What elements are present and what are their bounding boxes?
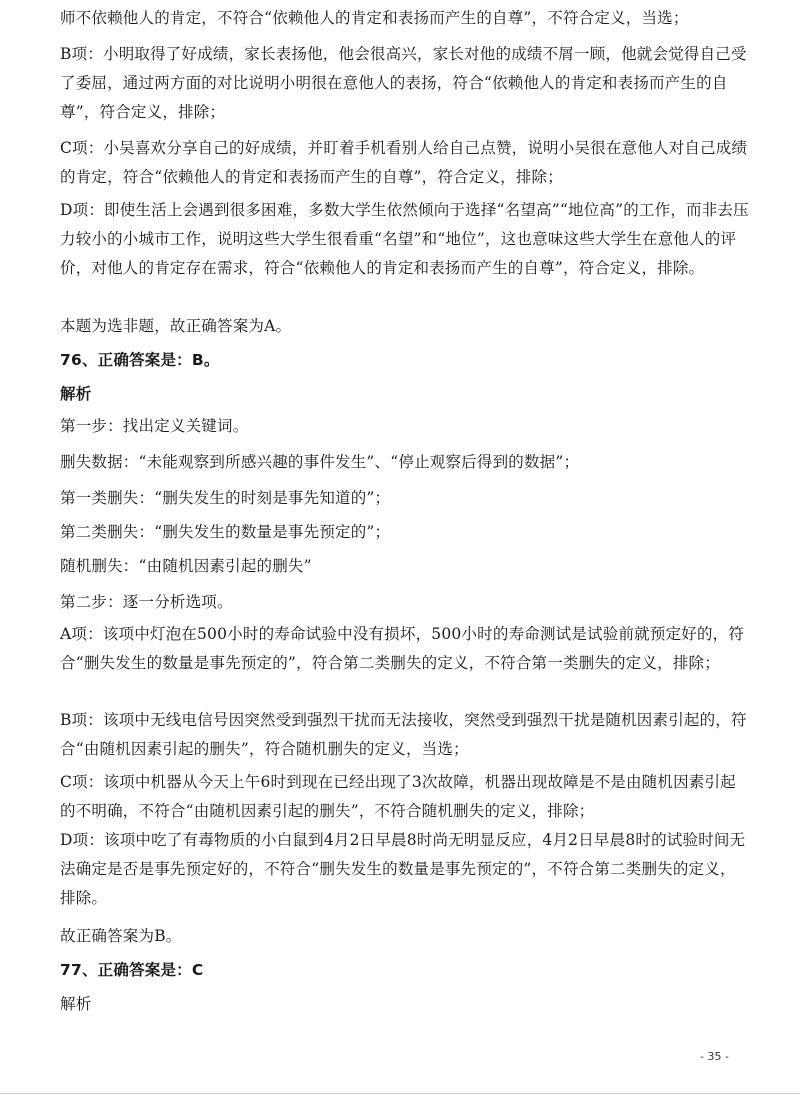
analysis-heading-76: 解析 bbox=[60, 385, 92, 403]
page-bottom-divider bbox=[0, 1093, 800, 1094]
paragraph-answer-summary: 本题为选非题，故正确答案为A。 bbox=[60, 317, 292, 335]
definition-censored-data: 删失数据：“未能观察到所感兴趣的事件发生”、“停止观察后得到的数据”； bbox=[60, 453, 580, 471]
page-number: - 35 - bbox=[700, 1050, 729, 1063]
analysis-heading-77: 解析 bbox=[60, 995, 92, 1013]
paragraph-option-d: D项：即使生活上会遇到很多困难，多数大学生依然倾向于选择“名望高”“地位高”的工作，而非去压力较小的小城市工作，说明这些大学生很看重“名望”和“地位”，这也意味这些大学生在意他人的评价，对他人的肯定存在需求，符合“依赖他人的肯定和表扬而产生的自尊”，符合定义，排除。 bbox=[60, 201, 749, 277]
final-answer-76: 故正确答案为B。 bbox=[60, 927, 182, 945]
definition-random-censoring: 随机删失：“由随机因素引起的删失” bbox=[60, 557, 312, 575]
question-77-answer-heading: 77、正确答案是：C bbox=[60, 961, 204, 979]
analysis-option-d: D项：该项中吃了有毒物质的小白鼠到4月2日早晨8时尚无明显反应，4月2日早晨8时的试验时间无法确定是否是事先预定好的，不符合“删失发生的数量是事先预定的”，不符合第二类删失的定义，排除。 bbox=[60, 831, 746, 907]
paragraph-option-c: C项：小吴喜欢分享自己的好成绩，并盯着手机看别人给自己点赞，说明小吴很在意他人对自己成绩的肯定，符合“依赖他人的肯定和表扬而产生的自尊”，符合定义，排除； bbox=[60, 139, 748, 186]
step-one-line: 第一步：找出定义关键词。 bbox=[60, 417, 249, 435]
analysis-option-c: C项：该项中机器从今天上午6时到现在已经出现了3次故障，机器出现故障是不是由随机因素引起的不明确，不符合“由随机因素引起的删失”，不符合随机删失的定义，排除； bbox=[60, 773, 736, 820]
paragraph-option-a-conclusion: 师不依赖他人的肯定，不符合“依赖他人的肯定和表扬而产生的自尊”，不符合定义，当选； bbox=[60, 9, 689, 27]
analysis-option-b: B项：该项中无线电信号因突然受到强烈干扰而无法接收，突然受到强烈干扰是随机因素引起的，符合“由随机因素引起的删失”，符合随机删失的定义，当选； bbox=[60, 711, 747, 758]
definition-type-one-censoring: 第一类删失：“删失发生的时刻是事先知道的”； bbox=[60, 489, 391, 507]
step-two-line: 第二步：逐一分析选项。 bbox=[60, 593, 233, 611]
question-76-answer-heading: 76、正确答案是：B。 bbox=[60, 351, 220, 369]
paragraph-option-b: B项：小明取得了好成绩，家长表扬他，他会很高兴，家长对他的成绩不屑一顾，他就会觉得自己受了委屈，通过两方面的对比说明小明很在意他人的表扬，符合“依赖他人的肯定和表扬而产生的自尊”，符合定义，排除； bbox=[60, 45, 747, 121]
definition-type-two-censoring: 第二类删失：“删失发生的数量是事先预定的”； bbox=[60, 523, 391, 541]
analysis-option-a: A项：该项中灯泡在500小时的寿命试验中没有损坏，500小时的寿命测试是试验前就预定好的，符合“删失发生的数量是事先预定的”，符合第二类删失的定义，不符合第一类删失的定义，排除； bbox=[60, 625, 745, 672]
